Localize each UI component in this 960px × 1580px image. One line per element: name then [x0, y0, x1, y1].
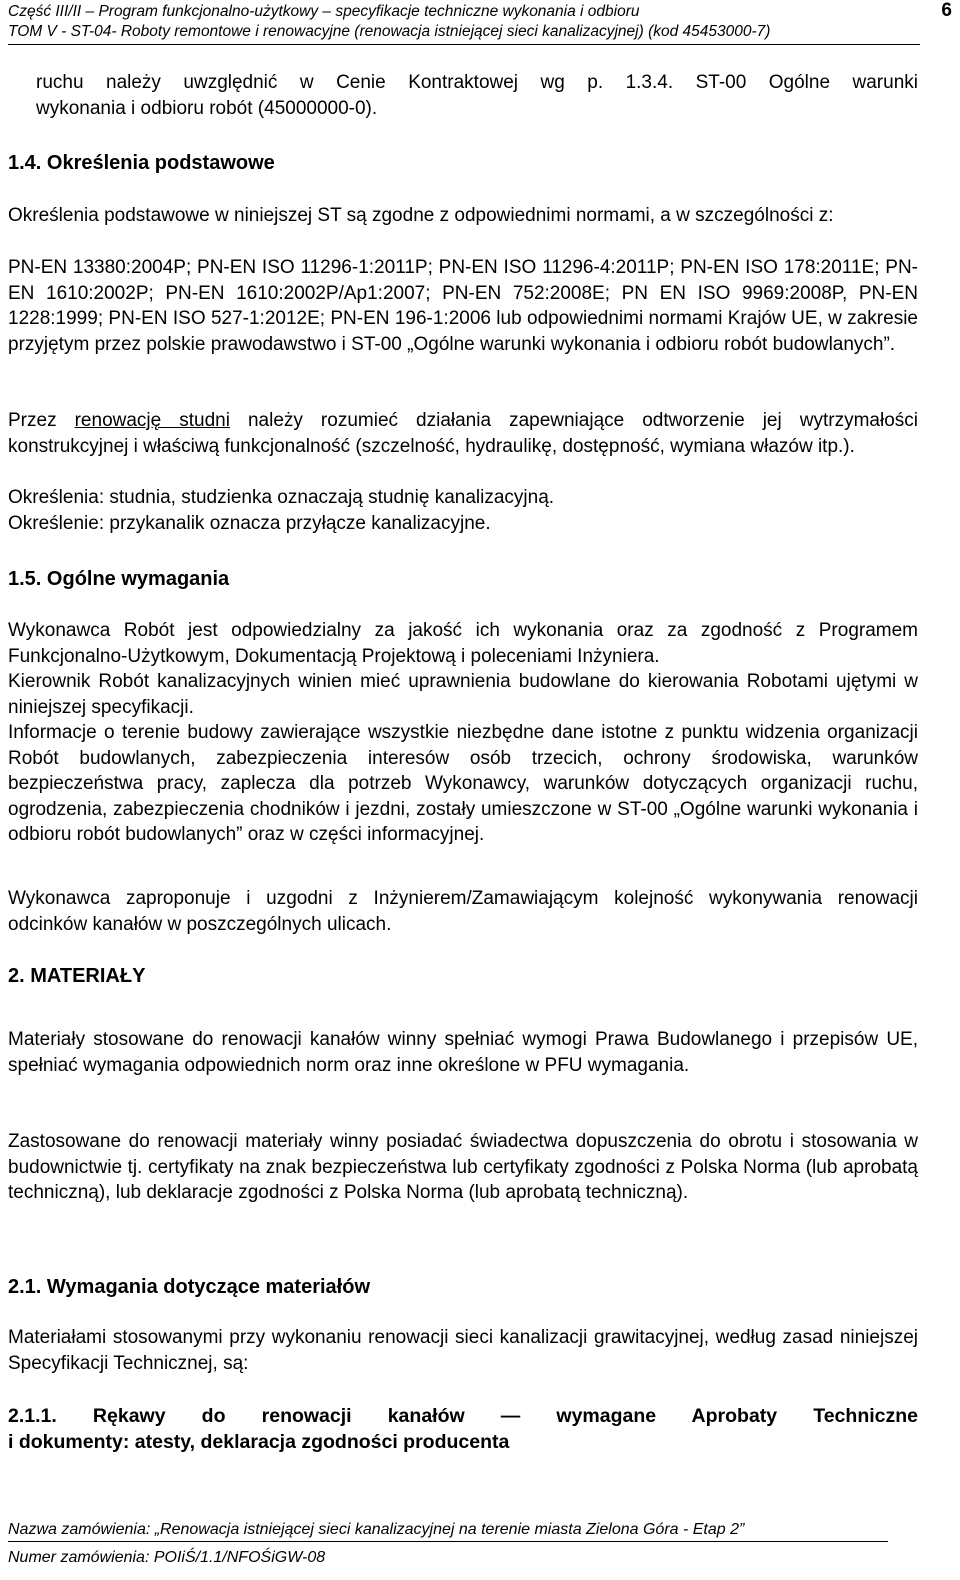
page-footer: [8, 1520, 888, 1568]
section-2-heading: 2. MATERIAŁY: [8, 965, 146, 987]
section-1-4-para-5: Określenie: przykanalik oznacza przyłącze kanalizacyjne.: [8, 513, 491, 534]
intro-line-2: wykonania i odbioru robót (45000000-0).: [36, 97, 378, 119]
term-renowacja-studni: renowację studni: [74, 410, 230, 431]
para-3-prefix: Przez: [8, 410, 75, 431]
section-2-para-1: Materiały stosowane do renowacji kanałów winny spełniać wymogi Prawa Budowlanego i przepisów UE, spełniać wymagania odpowiednich norm oraz inne określone w PFU wymagania.: [8, 1029, 918, 1076]
page-number: 6: [941, 0, 952, 21]
intro-line-1: ruchu należy uwzględnić w Cenie Kontraktowej wg p. 1.3.4. ST-00 Ogólne warunki: [36, 72, 918, 93]
section-1-4-para-4: Określenia: studnia, studzienka oznaczają studnię kanalizacyjną.: [8, 487, 555, 508]
section-1-5-para-1: Wykonawca Robót jest odpowiedzialny za jakość ich wykonania oraz za zgodność z Programem Funkcjonalno-Użytkowym, Dokumentacją Projektową i poleceniami Inżyniera.: [8, 620, 918, 667]
section-2-para-2: Zastosowane do renowacji materiały winny posiadać świadectwa dopuszczenia do obrotu i stosowania w budownictwie tj. certyfikaty na znak bezpieczeństwa lub certyfikaty zgodności z Polska Norma (lub aprobatą techniczną), lub deklaracje zgodności z Polska Norma (lub aprobatą techniczną).: [8, 1131, 918, 1204]
section-1-4-standards-list: PN-EN 13380:2004P; PN-EN ISO 11296-1:2011P; PN-EN ISO 11296-4:2011P; PN-EN ISO 178:2011E; PN-EN 1610:2002P; PN-EN 1610:2002P/Ap1:2007; PN-EN 752:2008E; PN EN ISO 9969:2008P, PN-EN 1228:1999; PN-EN ISO 527-1:2012E; PN-EN 196-1:2006 lub odpowiednimi normami Krajów UE, w zakresie przyjętym przez polskie prawodawstwo i ST-00 „Ogólne warunki wykonania i odbioru robót budowlanych”.: [8, 257, 918, 355]
section-1-5-para-3: Informacje o terenie budowy zawierające wszystkie niezbędne dane istotne z punktu widzenia organizacji Robót budowlanych, zabezpieczenia interesów osób trzecich, ochrony środowiska, warunków bezpieczeństwa pracy, zaplecza dla potrzeb Wykonawcy, warunków dotyczących organizacji ruchu, ogrodzenia, zabezpieczenia chodników i jezdni, zostały umieszczone w ST-00 „Ogólne warunki wykonania i odbioru robót budowlanych” oraz w części informacyjnej.: [8, 722, 918, 846]
section-1-4-para-1: Określenia podstawowe w niniejszej ST są zgodne z odpowiednimi normami, a w szczególności z:: [8, 205, 834, 226]
section-2-1-1-heading: [8, 1403, 918, 1455]
section-1-4-para-3: [8, 408, 918, 459]
section-1-5-para-2: Kierownik Robót kanalizacyjnych winien mieć uprawnienia budowlane do kierowania Robotami ujętymi w niniejszej specyfikacji.: [8, 671, 918, 718]
section-1-5-heading: 1.5. Ogólne wymagania: [8, 568, 230, 590]
footer-contract-name: Nazwa zamówienia: „Renowacja istniejącej sieci kanalizacyjnej na terenie miasta Zielona Góra - Etap 2”: [8, 1520, 888, 1542]
para-3-rest: należy rozumieć działania zapewniające odtworzenie jej wytrzymałości konstrukcyjnej i właściwą funkcjonalność (szczelność, hydraulikę, dostępność, wymiana włazów itp.).: [8, 410, 918, 457]
section-1-5-para-4: Wykonawca zaproponuje i uzgodni z Inżynierem/Zamawiającym kolejność wykonywania renowacji odcinków kanałów w poszczególnych ulicach.: [8, 888, 918, 935]
header-line-1: Część III/II – Program funkcjonalno-użytkowy – specyfikacje techniczne wykonania i odbioru: [8, 3, 640, 20]
header-line-2: TOM V - ST-04- Roboty remontowe i renowacyjne (renowacja istniejącej sieci kanalizacyjnej) (kod 45453000-7): [8, 22, 920, 45]
footer-contract-number: Numer zamówienia: POIiŚ/1.1/NFOŚiGW-08: [8, 1549, 326, 1566]
section-2-1-1-heading-line-1: 2.1.1. Rękawy do renowacji kanałów — wymagane Aprobaty Techniczne: [8, 1405, 918, 1427]
section-2-1-heading: 2.1. Wymagania dotyczące materiałów: [8, 1276, 371, 1298]
page-header: [8, 2, 920, 45]
intro-paragraph: [36, 70, 918, 121]
section-2-1-1-heading-line-2: i dokumenty: atesty, deklaracja zgodności producenta: [8, 1431, 510, 1453]
section-2-1-para-1: Materiałami stosowanymi przy wykonaniu renowacji sieci kanalizacji grawitacyjnej, według zasad niniejszej Specyfikacji Technicznej, są:: [8, 1327, 918, 1374]
section-1-4-heading: 1.4. Określenia podstawowe: [8, 152, 275, 174]
